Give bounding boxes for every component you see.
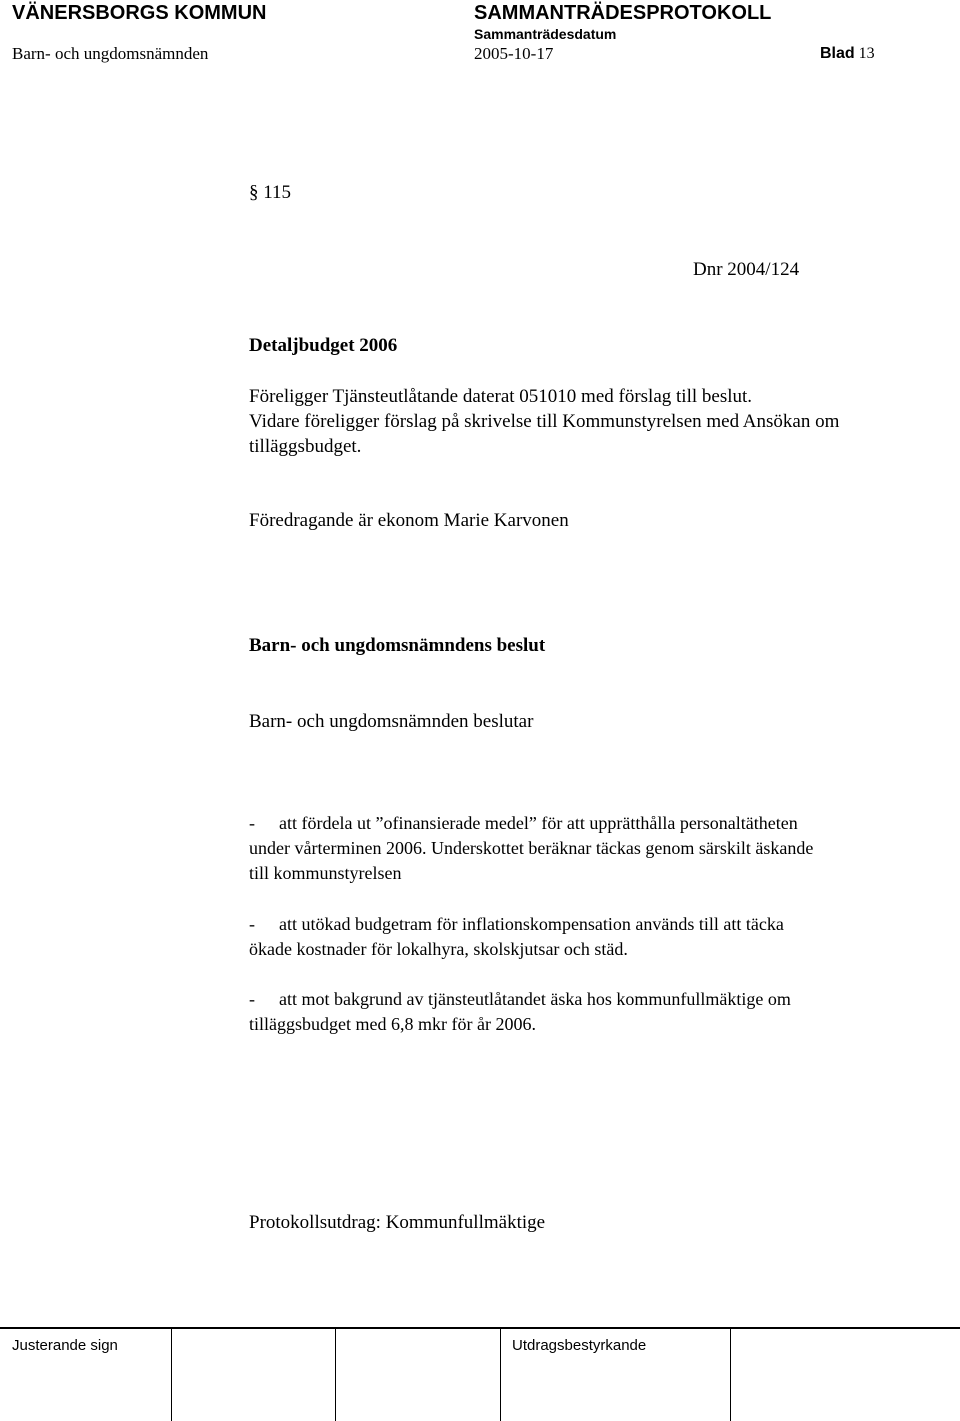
intro-line: Föreligger Tjänsteutlåtande daterat 051010 med förslag till beslut. [249, 386, 753, 407]
signature-box-divider [335, 1327, 336, 1421]
paragraph-number: § 115 [249, 182, 292, 203]
document-type: SAMMANTRÄDESPROTOKOLL [474, 2, 772, 24]
page-indicator [820, 45, 875, 63]
decision-heading: Barn- och ungdomsnämndens beslut [249, 635, 546, 656]
meeting-date: 2005-10-17 [474, 44, 554, 63]
item-line: tilläggsbudget med 6,8 mkr för år 2006. [249, 1014, 536, 1034]
item-line: ökade kostnader för lokalhyra, skolskjutsar och städ. [249, 939, 628, 959]
item-dash: - [249, 813, 255, 833]
item-line: att utökad budgetram för inflationskompensation används till att täcka [279, 914, 784, 934]
organization-name: VÄNERSBORGS KOMMUN [12, 2, 267, 24]
item-line: att fördela ut ”ofinansierade medel” för att upprätthålla personaltätheten [279, 813, 798, 833]
intro-paragraph [249, 384, 839, 459]
presenter-line: Föredragande är ekonom Marie Karvonen [249, 510, 569, 531]
justering-label: Justerande sign [12, 1337, 118, 1354]
item-dash: - [249, 989, 255, 1009]
decision-item [249, 987, 791, 1037]
diary-number: Dnr 2004/124 [693, 259, 800, 280]
item-dash: - [249, 914, 255, 934]
signature-box-divider [171, 1327, 172, 1421]
case-title: Detaljbudget 2006 [249, 335, 398, 356]
decision-item [249, 912, 784, 962]
item-line: under vårterminen 2006. Underskottet beräknar täckas genom särskilt äskande [249, 838, 814, 858]
item-line: till kommunstyrelsen [249, 863, 402, 883]
protocol-extract: Protokollsutdrag: Kommunfullmäktige [249, 1212, 546, 1233]
decision-item [249, 811, 813, 886]
page-number: 13 [858, 45, 875, 62]
committee-name: Barn- och ungdomsnämnden [12, 44, 209, 63]
utdrag-label: Utdragsbestyrkande [512, 1337, 647, 1354]
intro-line: Vidare föreligger förslag på skrivelse till Kommunstyrelsen med Ansökan om [249, 411, 840, 432]
intro-line: tilläggsbudget. [249, 436, 362, 457]
item-line: att mot bakgrund av tjänsteutlåtandet äska hos kommunfullmäktige om [279, 989, 791, 1009]
page-label: Blad [820, 45, 855, 62]
meeting-date-label: Sammanträdesdatum [474, 26, 617, 42]
decision-intro: Barn- och ungdomsnämnden beslutar [249, 711, 534, 732]
signature-box-divider [500, 1327, 501, 1421]
footer-divider [0, 1327, 960, 1329]
signature-box-divider [730, 1327, 731, 1421]
